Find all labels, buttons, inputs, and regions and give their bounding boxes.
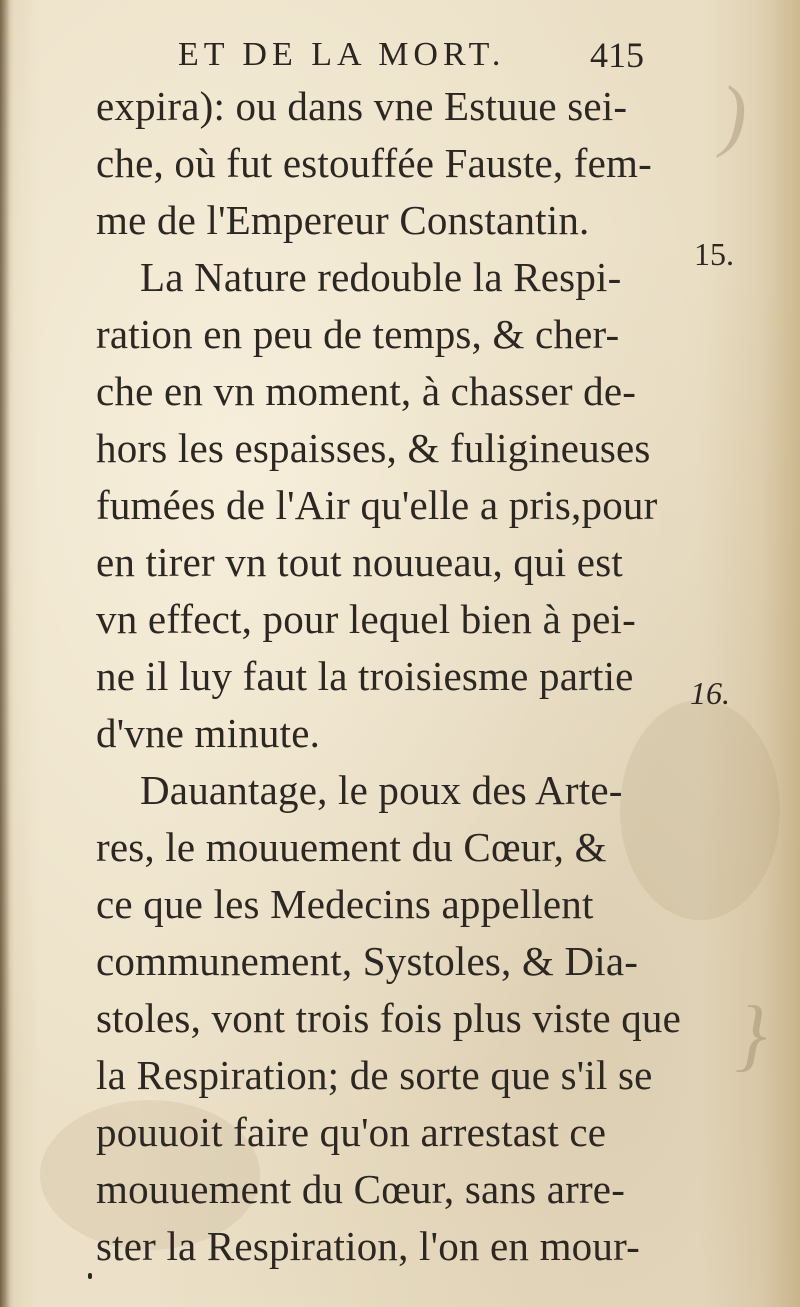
text-line: res, le mouuement du Cœur, & bbox=[96, 824, 607, 870]
running-header bbox=[178, 30, 698, 80]
text-line: ne il luy faut la troisiesme partie bbox=[96, 653, 634, 699]
text-line: me de l'Empereur Constantin. bbox=[96, 197, 590, 243]
text-line: hors les espaisses, & fuligineuses bbox=[96, 425, 651, 471]
text-line: fumées de l'Air qu'elle a pris,pour bbox=[96, 482, 658, 528]
text-line: vn effect, pour lequel bien à pei- bbox=[96, 596, 636, 642]
page-number: 415 bbox=[590, 35, 644, 75]
text-line: pouuoit faire qu'on arrestast ce bbox=[96, 1109, 607, 1155]
text-line: communement, Systoles, & Dia- bbox=[96, 938, 639, 984]
text-line: mouuement du Cœur, sans arre- bbox=[96, 1166, 626, 1212]
text-line: ce que les Medecins appellent bbox=[96, 881, 594, 927]
margin-note-16: 16. bbox=[690, 675, 730, 711]
text-line: che en vn moment, à chasser de- bbox=[96, 368, 637, 414]
text-line: Dauantage, le poux des Arte- bbox=[140, 767, 623, 813]
text-line: la Respiration; de sorte que s'il se bbox=[96, 1052, 653, 1098]
text-line: ster la Respiration, l'on en mour- bbox=[96, 1223, 640, 1269]
text-line: stoles, vont trois fois plus viste que bbox=[96, 995, 682, 1041]
binding-shadow bbox=[0, 0, 10, 1307]
text-line: d'vne minute. bbox=[96, 710, 321, 756]
running-title: ET DE LA MORT. bbox=[178, 36, 506, 73]
text-line: expira): ou dans vne Estuue sei- bbox=[96, 83, 628, 129]
text-line: ration en peu de temps, & cher- bbox=[96, 311, 620, 357]
text-line: en tirer vn tout nouueau, qui est bbox=[96, 539, 623, 585]
ink-speck bbox=[88, 1273, 92, 1279]
body-text bbox=[96, 78, 682, 1275]
margin-note-15: 15. bbox=[694, 236, 734, 272]
show-through-mark: ) bbox=[720, 71, 747, 159]
show-through-mark: } bbox=[735, 991, 767, 1079]
text-line: La Nature redouble la Respi- bbox=[140, 254, 622, 300]
text-line: che, où fut estouffée Fauste, fem- bbox=[96, 140, 652, 186]
